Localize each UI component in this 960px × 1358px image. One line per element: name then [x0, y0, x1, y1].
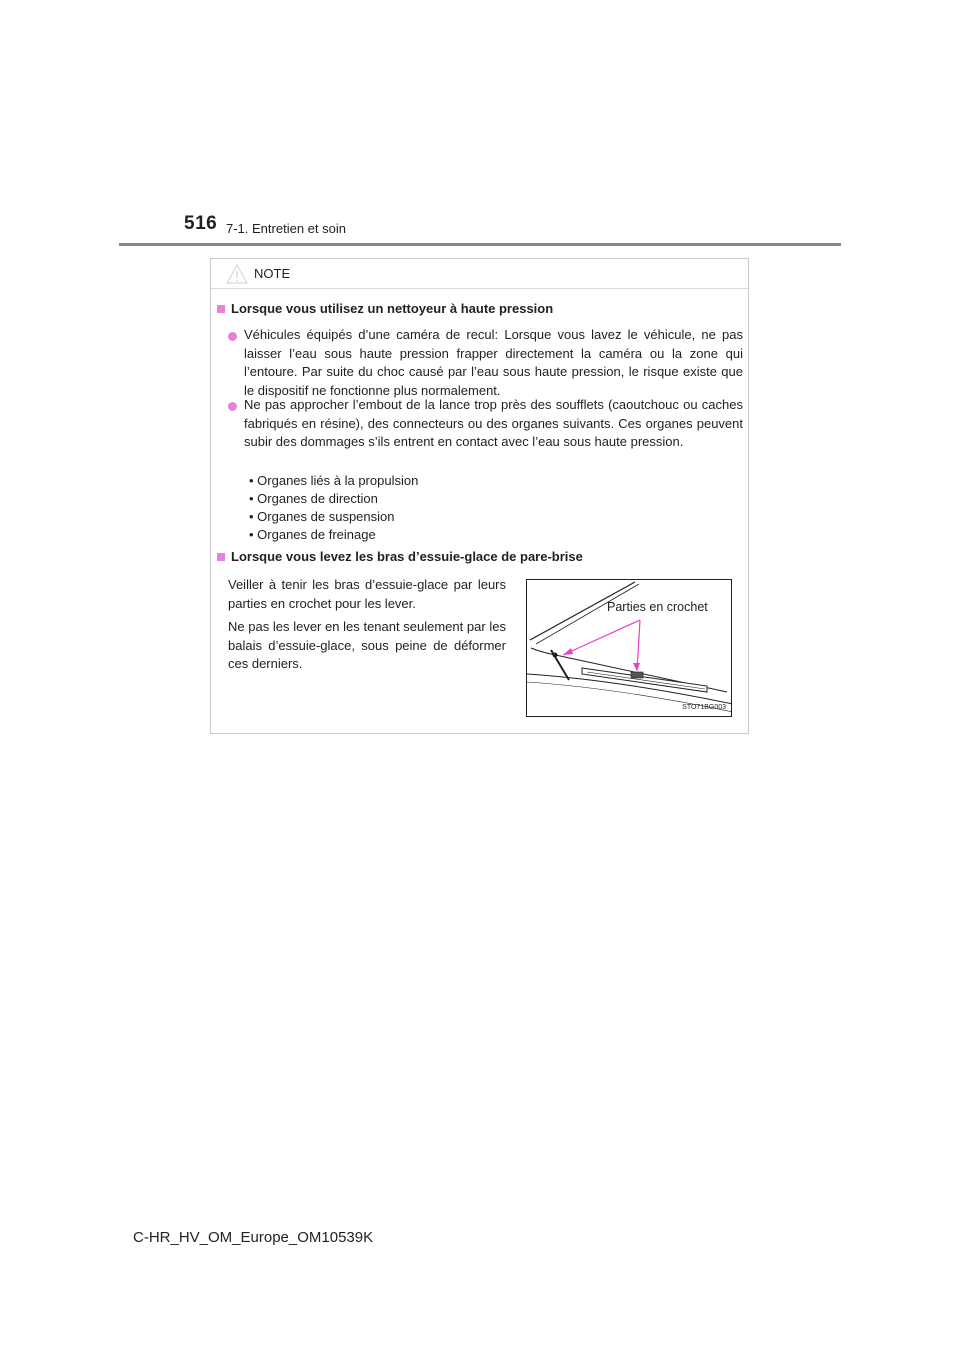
- square-bullet-icon: [217, 305, 225, 313]
- list-item: • Organes de suspension: [249, 509, 395, 524]
- section-heading-wipers: [216, 549, 583, 564]
- section-heading-pressure-washer: [216, 301, 553, 316]
- circle-bullet-icon: [228, 402, 237, 411]
- wiper-illustration: [526, 579, 732, 717]
- warning-triangle-icon: [226, 264, 248, 284]
- heading-text: Lorsque vous utilisez un nettoyeur à haute pression: [231, 301, 554, 316]
- list-item: • Organes liés à la propulsion: [249, 473, 419, 488]
- note-title: NOTE: [254, 266, 291, 281]
- figure-code: STO71BG003: [682, 704, 726, 711]
- figure-label: Parties en crochet: [607, 600, 708, 614]
- paragraph-wiper-lift: Veiller à tenir les bras d’essuie-glace par leurs parties en crochet pour les lever.: [228, 577, 506, 611]
- paragraph-camera: Véhicules équipés d’une caméra de recul: Lorsque vous lavez le véhicule, ne pas laisser l’eau sous haute pression frapper directement la caméra ou la zone qui l’entoure. Par suite du choc causé par l’eau sous haute pression, le risque existe que le dispositif ne fonctionne plus normalement.: [244, 327, 743, 398]
- header-divider: [119, 243, 841, 246]
- heading-text: Lorsque vous levez les bras d’essuie-glace de pare-brise: [231, 549, 583, 564]
- paragraph-wiper-warning: Ne pas les lever en les tenant seulement par les balais d’essuie-glace, sous peine de déformer ces derniers.: [228, 619, 506, 671]
- footer-doc-id: C-HR_HV_OM_Europe_OM10539K: [133, 1229, 374, 1246]
- section-title: 7-1. Entretien et soin: [226, 221, 346, 236]
- list-item: • Organes de direction: [249, 491, 378, 506]
- square-bullet-icon: [217, 553, 225, 561]
- note-header: [211, 259, 748, 289]
- circle-bullet-icon: [228, 332, 237, 341]
- note-box: [210, 258, 749, 734]
- list-item: • Organes de freinage: [249, 527, 376, 542]
- paragraph-nozzle: Ne pas approcher l’embout de la lance trop près des soufflets (caoutchouc ou caches fabriqués en résine), des connecteurs ou des organes suivants. Ces organes peuvent subir des dommages s’ils entrent en contact avec l’eau sous haute pression.: [244, 397, 743, 449]
- page-number: 516: [184, 213, 218, 234]
